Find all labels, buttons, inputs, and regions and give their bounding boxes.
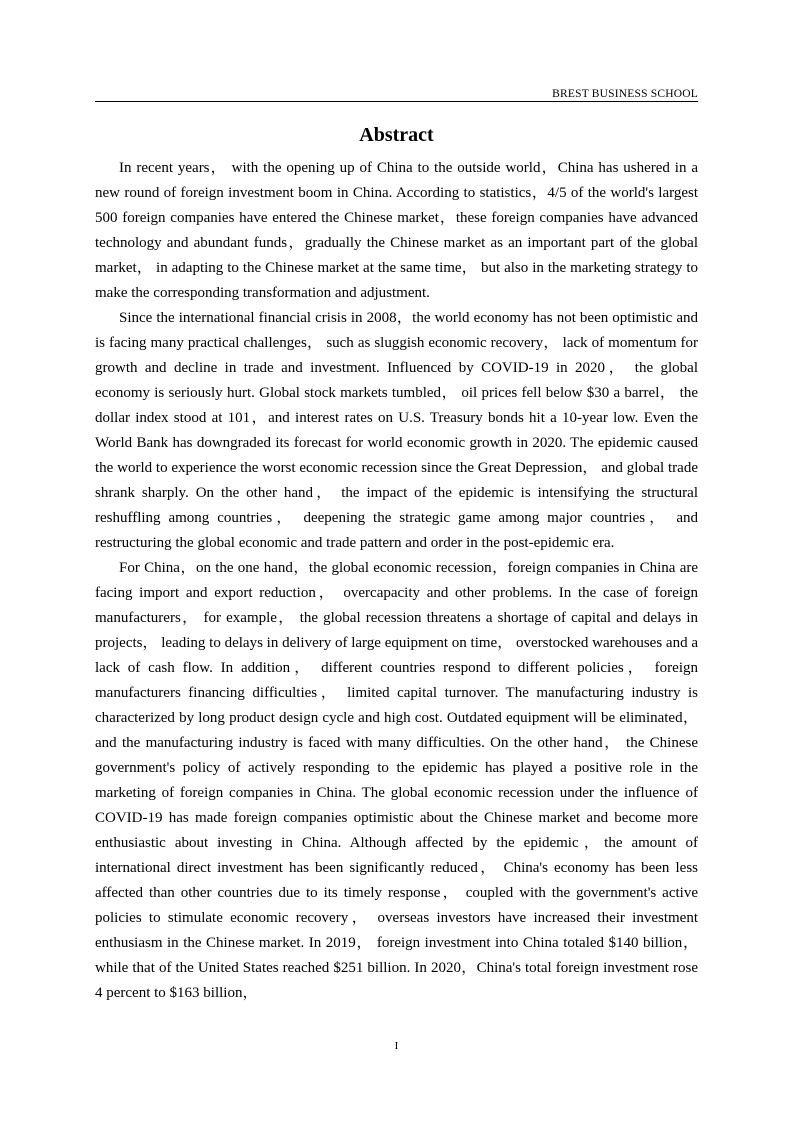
page-title: Abstract [359, 124, 434, 146]
abstract-body [95, 156, 698, 1006]
header-rule [95, 101, 698, 102]
running-header: BREST BUSINESS SCHOOL [552, 88, 698, 100]
page-number: I [394, 1040, 399, 1052]
abstract-paragraph-3: For China，on the one hand，the global economic recession，foreign companies in China are facing import and export reduction， overcapacity and other problems. In the case of foreign manufacturers， for example， the global recession threatens a shortage of capital and delays in projects， leading to delays in delivery of large equipment on time， overstocked warehouses and a lack of cash flow. In addition， different countries respond to different policies， foreign manufacturers financing difficulties， limited capital turnover. The manufacturing industry is characterized by long product design cycle and high cost. Outdated equipment will be eliminated， and the manufacturing industry is faced with many difficulties. On the other hand， the Chinese government's policy of actively responding to the epidemic has played a positive role in the marketing of foreign companies in China. The global economic recession under the influence of COVID-19 has made foreign companies optimistic about the Chinese market and become more enthusiastic about investing in China. Although affected by the epidemic，the amount of international direct investment has been significantly reduced， China's economy has been less affected than other countries due to its timely response， coupled with the government's active policies to stimulate economic recovery， overseas investors have increased their investment enthusiasm in the Chinese market. In 2019， foreign investment into China totaled $140 billion， while that of the United States reached $251 billion. In 2020，China's total foreign investment rose 4 percent to $163 billion， [95, 560, 698, 1001]
abstract-paragraph-1: In recent years， with the opening up of China to the outside world，China has ushered in a new round of foreign investment boom in China. According to statistics，4/5 of the world's largest 500 foreign companies have entered the Chinese market，these foreign companies have advanced technology and abundant funds，gradually the Chinese market as an important part of the global market， in adapting to the Chinese market at the same time， but also in the marketing strategy to make the corresponding transformation and adjustment. [95, 160, 698, 301]
abstract-paragraph-2: Since the international financial crisis in 2008，the world economy has not been optimistic and is facing many practical challenges， such as sluggish economic recovery， lack of momentum for growth and decline in trade and investment. Influenced by COVID-19 in 2020， the global economy is seriously hurt. Global stock markets tumbled， oil prices fell below $30 a barrel， the dollar index stood at 101，and interest rates on U.S. Treasury bonds hit a 10-year low. Even the World Bank has downgraded its forecast for world economic growth in 2020. The epidemic caused the world to experience the worst economic recession since the Great Depression， and global trade shrank sharply. On the other hand， the impact of the epidemic is intensifying the structural reshuffling among countries， deepening the strategic game among major countries， and restructuring the global economic and trade pattern and order in the post-epidemic era. [95, 310, 698, 551]
